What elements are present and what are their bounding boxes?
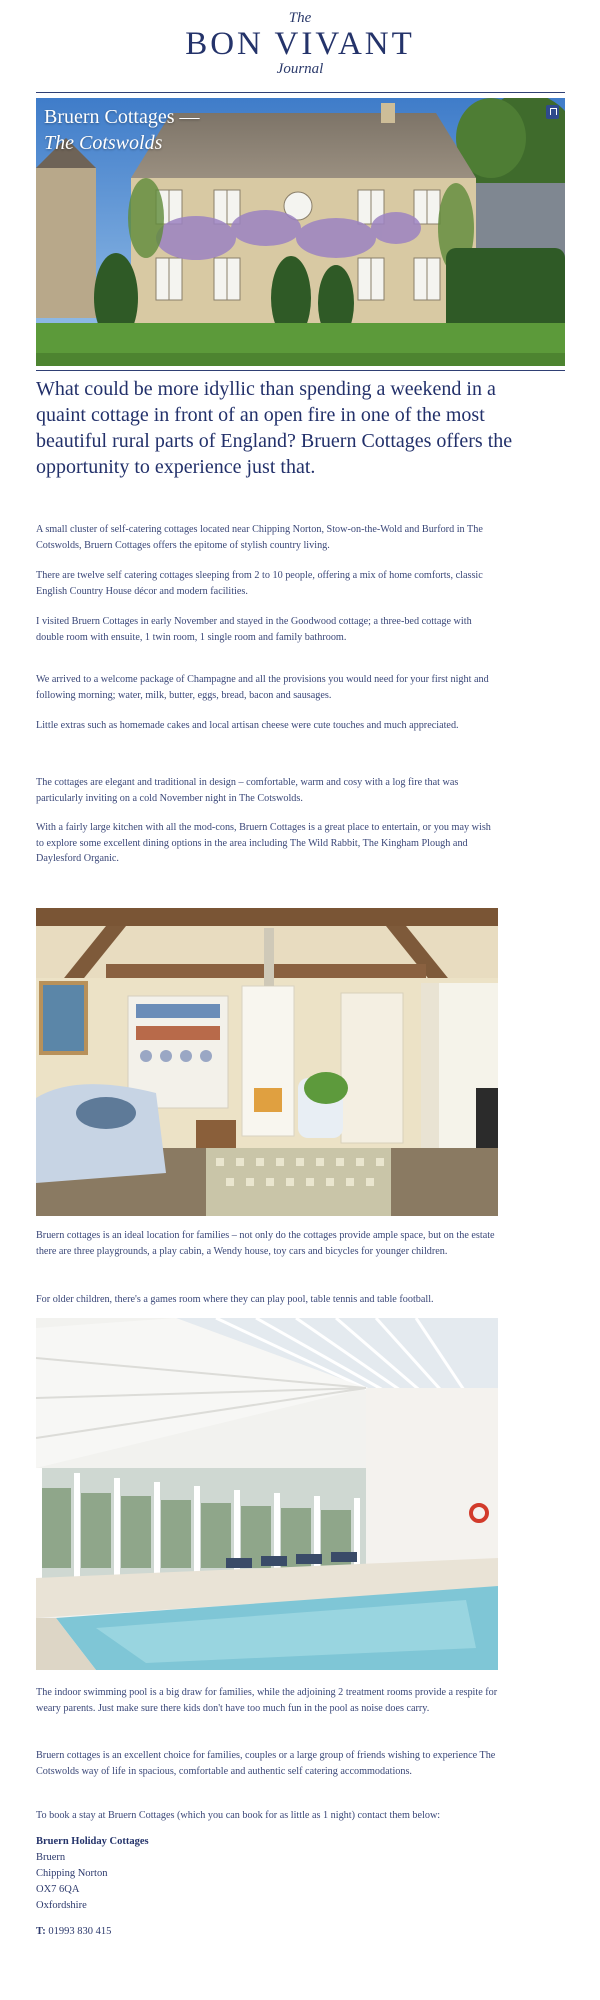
paragraph-visit: I visited Bruern Cottages in early November and stayed in the Goodwood cottage; a three-bed cottage with double room with ensuite, 1 twin room, 1 single room and family bathroom. xyxy=(36,616,472,643)
paragraph-extras: Little extras such as homemade cakes and local artisan cheese were cute touches and much appreciated. xyxy=(36,720,459,731)
contact-address-line: OX7 6QA xyxy=(36,1884,80,1895)
masthead-the: The xyxy=(288,10,312,26)
phone-label: T: xyxy=(36,1926,46,1937)
phone-number[interactable]: 01993 830 415 xyxy=(48,1926,112,1937)
header-divider xyxy=(36,92,565,93)
paragraph-design: The cottages are elegant and traditional in design – comfortable, warm and cosy with a log fire that was particularly inviting on a cold November night in The Cotswolds. xyxy=(36,777,459,804)
paragraph-intro: A small cluster of self-catering cottages located near Chipping Norton, Stow-on-the-Wold and Burford in The Cotswolds, Bruern Cottages offers the epitome of stylish country living. xyxy=(36,524,483,551)
contact-name[interactable]: Bruern Holiday Cottages xyxy=(36,1836,149,1847)
paragraph-welcome: We arrived to a welcome package of Champagne and all the provisions you would need for your first night and following morning; water, milk, butter, eggs, bread, bacon and sausages. xyxy=(36,674,489,701)
paragraph-summary: Bruern cottages is an excellent choice for families, couples or a large group of friends wishing to experience The Cotswolds way of life in spacious, comfortable and authentic self catering accommodations. xyxy=(36,1750,496,1777)
hero-caption-location: The Cotswolds xyxy=(44,132,163,154)
hero-divider xyxy=(36,370,565,371)
living-room-illustration xyxy=(36,908,498,1216)
bookmark-icon[interactable] xyxy=(546,105,559,119)
paragraph-families: Bruern cottages is an ideal location for families – not only do the cottages provide ample space, but on the estate there are three playgrounds, a play cabin, a Wendy house, toy cars and bicycles for younger children. xyxy=(36,1230,495,1257)
hero-image xyxy=(36,98,565,366)
contact-phone xyxy=(36,1926,111,1937)
paragraph-kitchen: With a fairly large kitchen with all the mod-cons, Bruern Cottages is a great place to entertain, or you may wish to explore some excellent dining options in the area including The Wild Rabbit, The Kingham Plough and Daylesford Organic. xyxy=(36,822,491,864)
paragraph-pool: The indoor swimming pool is a big draw for families, while the adjoining 2 treatment rooms provide a respite for weary parents. Just make sure there kids don't have too much fun in the pool as noise does carry. xyxy=(36,1687,498,1714)
swimming-pool-illustration xyxy=(36,1318,498,1670)
hero-caption-title: Bruern Cottages — xyxy=(44,106,200,128)
paragraph-booking: To book a stay at Bruern Cottages (which you can book for as little as 1 night) contact them below: xyxy=(36,1810,441,1821)
contact-address-line: Oxfordshire xyxy=(36,1900,87,1911)
masthead xyxy=(0,0,600,86)
masthead-title[interactable]: BON VIVANT xyxy=(185,26,415,62)
contact-details xyxy=(36,1834,501,1914)
hero-caption xyxy=(44,104,200,156)
swimming-pool-photo xyxy=(36,1318,498,1670)
lead-paragraph: What could be more idyllic than spending a weekend in a quaint cottage in front of an open fire in one of the most beautiful rural parts of England? Bruern Cottages offers the opportunity to experience just that. xyxy=(36,378,513,478)
contact-address-line: Bruern xyxy=(36,1852,66,1863)
paragraph-older-children: For older children, there's a games room where they can play pool, table tennis and table football. xyxy=(36,1294,434,1305)
masthead-journal: Journal xyxy=(276,61,324,77)
living-room-photo xyxy=(36,908,498,1216)
contact-address-line: Chipping Norton xyxy=(36,1868,108,1879)
paragraph-cottages: There are twelve self catering cottages sleeping from 2 to 10 people, offering a mix of home comforts, classic English Country House décor and modern facilities. xyxy=(36,570,483,597)
